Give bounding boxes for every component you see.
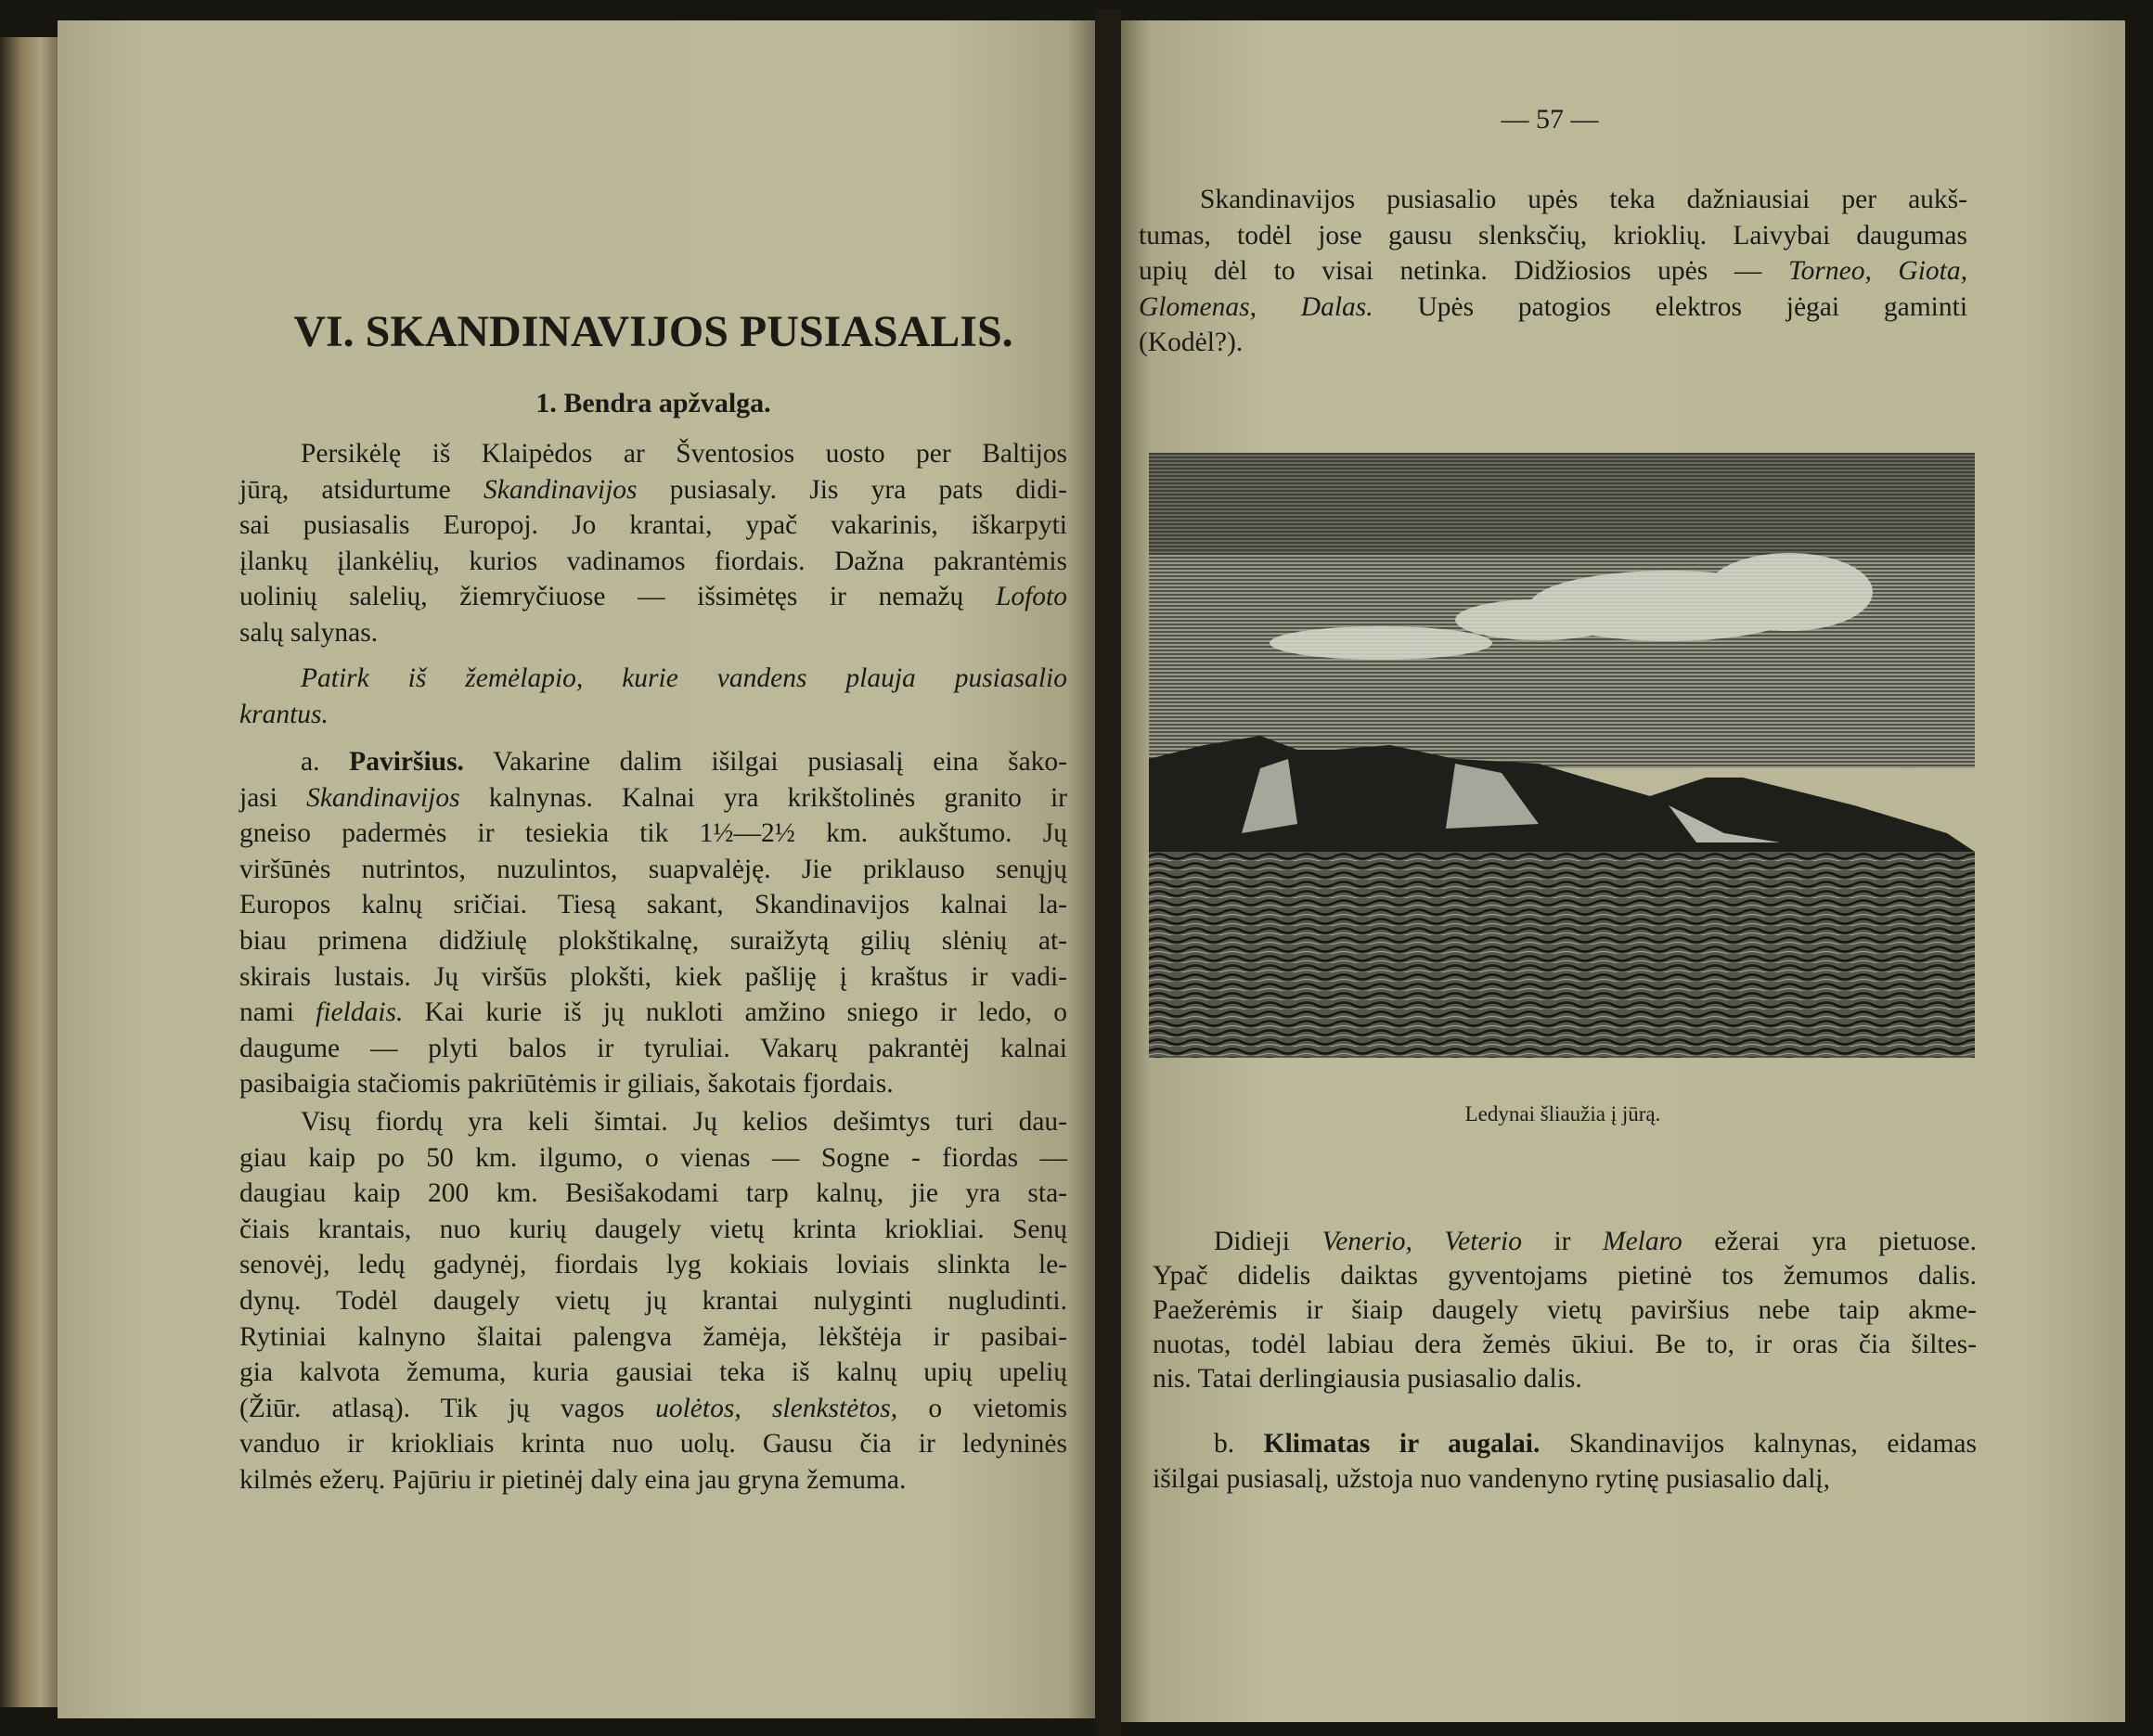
text-line [239,436,1067,472]
paragraph [1139,182,1967,361]
text-segment: vanduo ir kriokliais krinta nuo uolų. Gausu čia ir ledyninės [239,1429,1067,1460]
italic-text: Glomenas, Dalas. [1139,291,1373,322]
text-line [239,852,1067,888]
text-line [239,1355,1067,1391]
text-segment: ežerai yra pietuose. [1682,1227,1977,1256]
text-segment: gia kalvota žemuma, kuria gausiai teka iš kalnų upių upelių [239,1357,1067,1388]
text-segment: kalnynas. Kalnai yra krikštolinės granito ir [459,782,1068,813]
text-line [239,995,1067,1031]
text-segment: pusiasaly. Jis yra pats didi- [637,474,1068,505]
text-segment: jasi [239,782,307,813]
paragraph [239,1104,1067,1498]
text-segment: Paežerėmis ir šiaip daugely vietų paviršius nebe taip akme- [1153,1295,1977,1325]
text-segment: Persikėlę iš Klaipėdos ar Šventosios uosto per Baltijos [301,439,1067,469]
text-segment: nami [239,997,316,1028]
text-line [239,959,1067,996]
text-line [1139,218,1967,254]
text-line [239,544,1067,580]
book-spine [1095,9,1121,1736]
text-segment: biau primena didžiulę plokštikalnę, suraižytą gilių slėnių at- [239,925,1067,956]
text-segment: Europos kalnų sričiai. Tiesą sakant, Skandinavijos kalnai la- [239,890,1067,920]
text-segment: Skandinavijos kalnynas, eidamas [1540,1429,1977,1459]
text-segment: čiais krantais, nuo kurių daugely vietų krinta kriokliai. Senų [239,1214,1067,1244]
italic-text: fieldais. [316,997,404,1028]
bold-text: Paviršius. [349,747,464,777]
text-line [239,661,1067,697]
text-line [1153,1328,1977,1362]
text-line [239,887,1067,923]
text-segment: Didieji [1214,1227,1322,1256]
text-line [239,816,1067,852]
text-segment: Skandinavijos pusiasalio upės teka dažniausiai per aukš- [1200,185,1967,214]
italic-text: Lofoto [995,582,1067,612]
text-line [1153,1426,1977,1461]
text-segment: gneiso padermės ir tesiekia tik 1½—2½ km. aukštumo. Jų [239,818,1067,849]
text-line [1153,1293,1977,1328]
text-line [239,697,1067,733]
text-line [239,1319,1067,1356]
text-line [1139,289,1967,326]
text-segment: įlankų įlankėlių, kurios vadinamos fiordais. Dažna pakrantėmis [239,546,1067,576]
text-segment: giau kaip po 50 km. ilgumo, o vienas — Sogne - fiordas — [239,1142,1067,1173]
text-segment: b. [1214,1429,1264,1459]
text-line [239,1462,1067,1498]
text-line [1153,1461,1977,1497]
text-line [239,780,1067,817]
text-line [239,579,1067,615]
text-segment: išilgai pusiasalį, užstoja nuo vandenyno rytinę pusiasalio dalį, [1153,1464,1830,1494]
text-segment: (Kodėl?). [1139,328,1244,358]
text-segment: uolinių salelių, žiemryčiuose — išsimėtęs ir nemažų [239,582,996,612]
text-line [239,1031,1067,1067]
bold-text: Klimatas ir augalai. [1263,1429,1541,1459]
text-segment: pasibaigia stačiomis pakriūtėmis ir giliais, šakotais fjordais. [239,1069,894,1099]
text-segment: Rytiniai kalnyno šlaitai palengva žamėja, lėkštėja ir pasibai- [239,1321,1067,1352]
glacier-engraving [1149,453,1975,1058]
sea [1149,852,1975,1058]
text-line [1153,1225,1977,1259]
paragraph [239,436,1067,651]
text-segment: salų salynas. [239,617,379,648]
text-segment: upių dėl to visai netinka. Didžiosios upės — [1139,256,1788,287]
text-segment: Upės patogios elektros jėgai gaminti [1373,291,1968,322]
text-segment: kilmės ežerų. Pajūriu ir pietinėj daly eina jau gryna žemuma. [239,1464,907,1495]
text-segment: Ypač didelis daiktas gyventojams pietinė tos žemumos dalis. [1153,1261,1977,1291]
section-title: 1. Bendra apžvalga. [535,388,771,418]
text-line [239,923,1067,959]
text-segment: daugume — plyti balos ir tyruliai. Vakarų pakrantėj kalnai [239,1033,1067,1063]
text-segment: skirais lustais. Jų viršūs plokšti, kiek pašliję į kraštus ir vadi- [239,961,1067,992]
text-segment: dynų. Todėl daugely vietų jų krantai nulyginti nugludinti. [239,1285,1067,1316]
text-line [239,1176,1067,1212]
text-line [239,1391,1067,1427]
text-line [239,1104,1067,1140]
figure-caption: Ledynai šliaužia į jūrą. [1464,1102,1661,1125]
text-line [239,1212,1067,1248]
text-line [1139,325,1967,361]
text-line [239,508,1067,544]
text-segment: jūrą, atsidurtume [239,474,483,505]
text-line [1139,253,1967,289]
text-line [239,1140,1067,1177]
page-number: — 57 — [1501,104,1599,135]
text-segment: Visų fiordų yra keli šimtai. Jų kelios dešimtys turi dau- [301,1107,1067,1137]
chapter-title: VI. SKANDINAVIJOS PUSIASALIS. [293,307,1013,356]
text-line [239,1066,1067,1102]
text-line [1153,1259,1977,1293]
text-segment: daugiau kaip 200 km. Besišakodami tarp kalnų, jie yra sta- [239,1178,1067,1209]
paragraph [1153,1225,1977,1396]
text-line [239,1426,1067,1462]
text-line [239,1283,1067,1319]
italic-text: Torneo, Giota, [1787,256,1968,287]
text-segment: (Žiūr. atlasą). Tik jų vagos [239,1393,656,1423]
text-segment: a. [301,747,350,777]
text-segment: o vietomis [897,1393,1067,1423]
text-line [1153,1362,1977,1396]
text-line [239,1247,1067,1283]
paragraph [239,744,1067,1102]
text-segment: Kai kurie iš jų nukloti amžino sniego ir ledo, o [403,997,1067,1028]
text-line [1139,182,1967,218]
italic-text: Venerio, Veterio [1321,1227,1522,1256]
paragraph [1153,1426,1977,1497]
text-segment: tumas, todėl jose gausu slenksčių, krioklių. Laivybai daugumas [1139,220,1967,251]
italic-text: Patirk iš žemėlapio, kurie vandens plauja pusiasalio [301,663,1067,693]
italic-text: Melaro [1603,1227,1682,1256]
italic-text: Skandinavijos [483,474,638,505]
text-segment: Vakarine dalim išilgai pusiasalį eina šako- [463,747,1067,777]
text-segment: sai pusiasalis Europoj. Jo krantai, ypač vakarinis, iškarpyti [239,510,1067,541]
text-segment: nuotas, todėl labiau dera žemės ūkiui. Be to, ir oras čia šiltes- [1153,1330,1977,1359]
text-segment: senovėj, ledų gadynėj, fiordais lyg kokiais loviais slinkta le- [239,1250,1067,1280]
text-segment: ir [1521,1227,1603,1256]
italic-text: uolėtos, slenkstėtos, [655,1393,898,1423]
paragraph [239,661,1067,732]
italic-text: krantus. [239,699,329,729]
text-line [239,615,1067,651]
italic-text: Skandinavijos [306,782,460,813]
text-segment: viršūnės nutrintos, nuzulintos, suapvalėję. Jie priklauso senųjų [239,854,1067,884]
text-segment: nis. Tatai derlingiausia pusiasalio dalis. [1153,1364,1582,1394]
text-line [239,472,1067,508]
text-line [239,744,1067,780]
